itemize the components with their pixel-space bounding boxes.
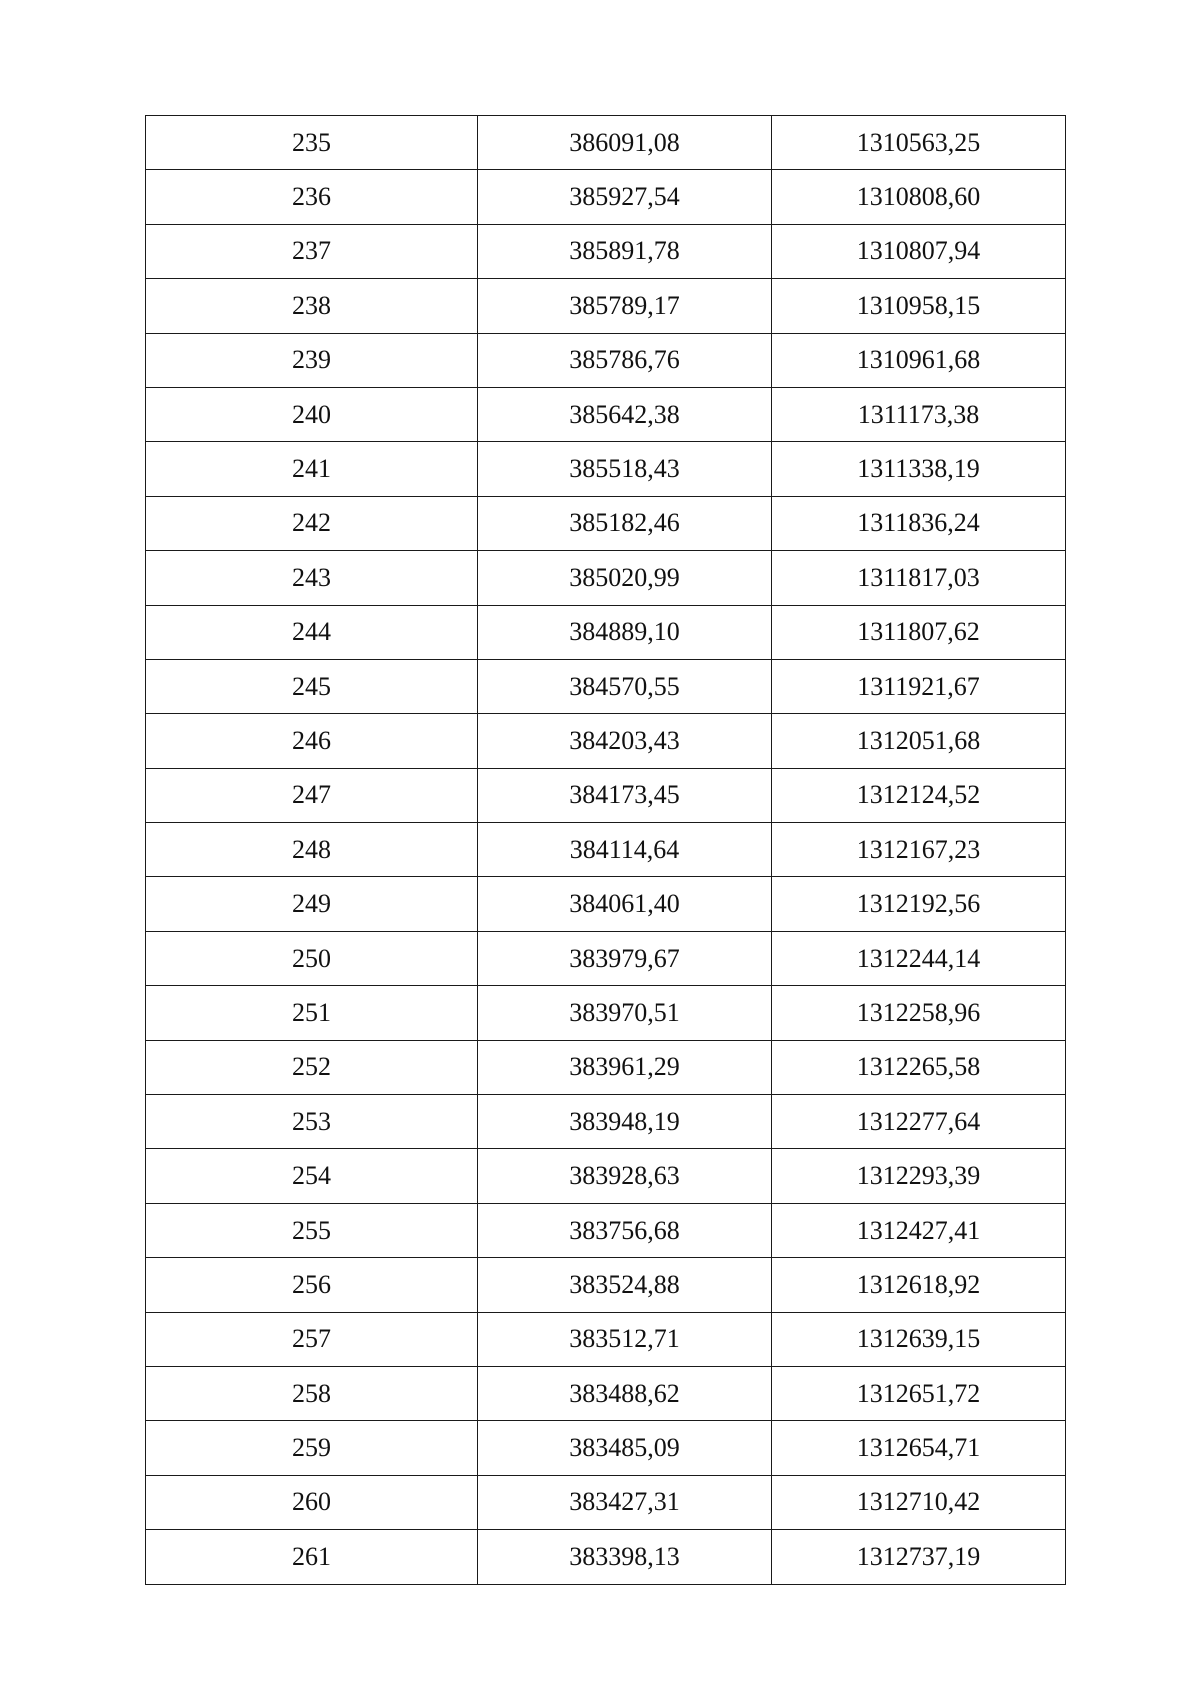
table-row	[146, 1203, 1066, 1257]
y-coordinate-cell: 1312192,56	[772, 877, 1066, 931]
table-row	[146, 714, 1066, 768]
table-row	[146, 659, 1066, 713]
y-coordinate-cell: 1312265,58	[772, 1040, 1066, 1094]
point-number-cell: 249	[146, 877, 478, 931]
point-number-cell: 257	[146, 1312, 478, 1366]
table-row	[146, 823, 1066, 877]
table-row	[146, 1095, 1066, 1149]
table-row	[146, 986, 1066, 1040]
point-number-cell: 241	[146, 442, 478, 496]
table-row	[146, 387, 1066, 441]
table-row	[146, 877, 1066, 931]
y-coordinate-cell: 1311173,38	[772, 387, 1066, 441]
table-row	[146, 768, 1066, 822]
x-coordinate-cell: 385020,99	[478, 551, 772, 605]
point-number-cell: 252	[146, 1040, 478, 1094]
y-coordinate-cell: 1310808,60	[772, 170, 1066, 224]
point-number-cell: 248	[146, 823, 478, 877]
table-row	[146, 605, 1066, 659]
point-number-cell: 246	[146, 714, 478, 768]
table-row	[146, 333, 1066, 387]
table-row	[146, 931, 1066, 985]
point-number-cell: 250	[146, 931, 478, 985]
point-number-cell: 256	[146, 1258, 478, 1312]
table-row	[146, 442, 1066, 496]
y-coordinate-cell: 1312618,92	[772, 1258, 1066, 1312]
x-coordinate-cell: 383427,31	[478, 1475, 772, 1529]
point-number-cell: 255	[146, 1203, 478, 1257]
table-row	[146, 1312, 1066, 1366]
x-coordinate-cell: 385642,38	[478, 387, 772, 441]
table-row	[146, 1258, 1066, 1312]
y-coordinate-cell: 1312258,96	[772, 986, 1066, 1040]
table-row	[146, 1421, 1066, 1475]
point-number-cell: 247	[146, 768, 478, 822]
x-coordinate-cell: 383979,67	[478, 931, 772, 985]
y-coordinate-cell: 1312124,52	[772, 768, 1066, 822]
y-coordinate-cell: 1312277,64	[772, 1095, 1066, 1149]
x-coordinate-cell: 384889,10	[478, 605, 772, 659]
x-coordinate-cell: 385518,43	[478, 442, 772, 496]
table-row	[146, 224, 1066, 278]
y-coordinate-cell: 1312737,19	[772, 1530, 1066, 1584]
y-coordinate-cell: 1310807,94	[772, 224, 1066, 278]
y-coordinate-cell: 1311338,19	[772, 442, 1066, 496]
x-coordinate-cell: 386091,08	[478, 116, 772, 170]
table-row	[146, 1149, 1066, 1203]
x-coordinate-cell: 383961,29	[478, 1040, 772, 1094]
x-coordinate-cell: 385182,46	[478, 496, 772, 550]
y-coordinate-cell: 1310958,15	[772, 279, 1066, 333]
y-coordinate-cell: 1310961,68	[772, 333, 1066, 387]
x-coordinate-cell: 383524,88	[478, 1258, 772, 1312]
y-coordinate-cell: 1312427,41	[772, 1203, 1066, 1257]
point-number-cell: 244	[146, 605, 478, 659]
point-number-cell: 245	[146, 659, 478, 713]
x-coordinate-cell: 383970,51	[478, 986, 772, 1040]
point-number-cell: 258	[146, 1366, 478, 1420]
point-number-cell: 259	[146, 1421, 478, 1475]
x-coordinate-cell: 383488,62	[478, 1366, 772, 1420]
x-coordinate-cell: 384114,64	[478, 823, 772, 877]
y-coordinate-cell: 1312244,14	[772, 931, 1066, 985]
y-coordinate-cell: 1312651,72	[772, 1366, 1066, 1420]
y-coordinate-cell: 1312167,23	[772, 823, 1066, 877]
y-coordinate-cell: 1310563,25	[772, 116, 1066, 170]
point-number-cell: 254	[146, 1149, 478, 1203]
x-coordinate-cell: 383928,63	[478, 1149, 772, 1203]
x-coordinate-cell: 383948,19	[478, 1095, 772, 1149]
point-number-cell: 238	[146, 279, 478, 333]
coordinates-table	[145, 115, 1066, 1585]
y-coordinate-cell: 1311817,03	[772, 551, 1066, 605]
table-row	[146, 496, 1066, 550]
x-coordinate-cell: 383485,09	[478, 1421, 772, 1475]
y-coordinate-cell: 1312654,71	[772, 1421, 1066, 1475]
table-row	[146, 1040, 1066, 1094]
y-coordinate-cell: 1312051,68	[772, 714, 1066, 768]
point-number-cell: 260	[146, 1475, 478, 1529]
coordinates-table-body	[146, 116, 1066, 1585]
table-row	[146, 170, 1066, 224]
table-row	[146, 1475, 1066, 1529]
x-coordinate-cell: 384173,45	[478, 768, 772, 822]
x-coordinate-cell: 385927,54	[478, 170, 772, 224]
point-number-cell: 251	[146, 986, 478, 1040]
y-coordinate-cell: 1311836,24	[772, 496, 1066, 550]
x-coordinate-cell: 384061,40	[478, 877, 772, 931]
point-number-cell: 239	[146, 333, 478, 387]
point-number-cell: 242	[146, 496, 478, 550]
x-coordinate-cell: 384203,43	[478, 714, 772, 768]
point-number-cell: 243	[146, 551, 478, 605]
y-coordinate-cell: 1312710,42	[772, 1475, 1066, 1529]
point-number-cell: 235	[146, 116, 478, 170]
x-coordinate-cell: 385789,17	[478, 279, 772, 333]
x-coordinate-cell: 385786,76	[478, 333, 772, 387]
y-coordinate-cell: 1311807,62	[772, 605, 1066, 659]
point-number-cell: 253	[146, 1095, 478, 1149]
x-coordinate-cell: 383512,71	[478, 1312, 772, 1366]
table-row	[146, 1530, 1066, 1584]
y-coordinate-cell: 1312639,15	[772, 1312, 1066, 1366]
point-number-cell: 237	[146, 224, 478, 278]
point-number-cell: 261	[146, 1530, 478, 1584]
y-coordinate-cell: 1311921,67	[772, 659, 1066, 713]
x-coordinate-cell: 383756,68	[478, 1203, 772, 1257]
table-row	[146, 116, 1066, 170]
x-coordinate-cell: 384570,55	[478, 659, 772, 713]
table-row	[146, 279, 1066, 333]
table-row	[146, 1366, 1066, 1420]
x-coordinate-cell: 383398,13	[478, 1530, 772, 1584]
y-coordinate-cell: 1312293,39	[772, 1149, 1066, 1203]
x-coordinate-cell: 385891,78	[478, 224, 772, 278]
point-number-cell: 240	[146, 387, 478, 441]
point-number-cell: 236	[146, 170, 478, 224]
table-row	[146, 551, 1066, 605]
